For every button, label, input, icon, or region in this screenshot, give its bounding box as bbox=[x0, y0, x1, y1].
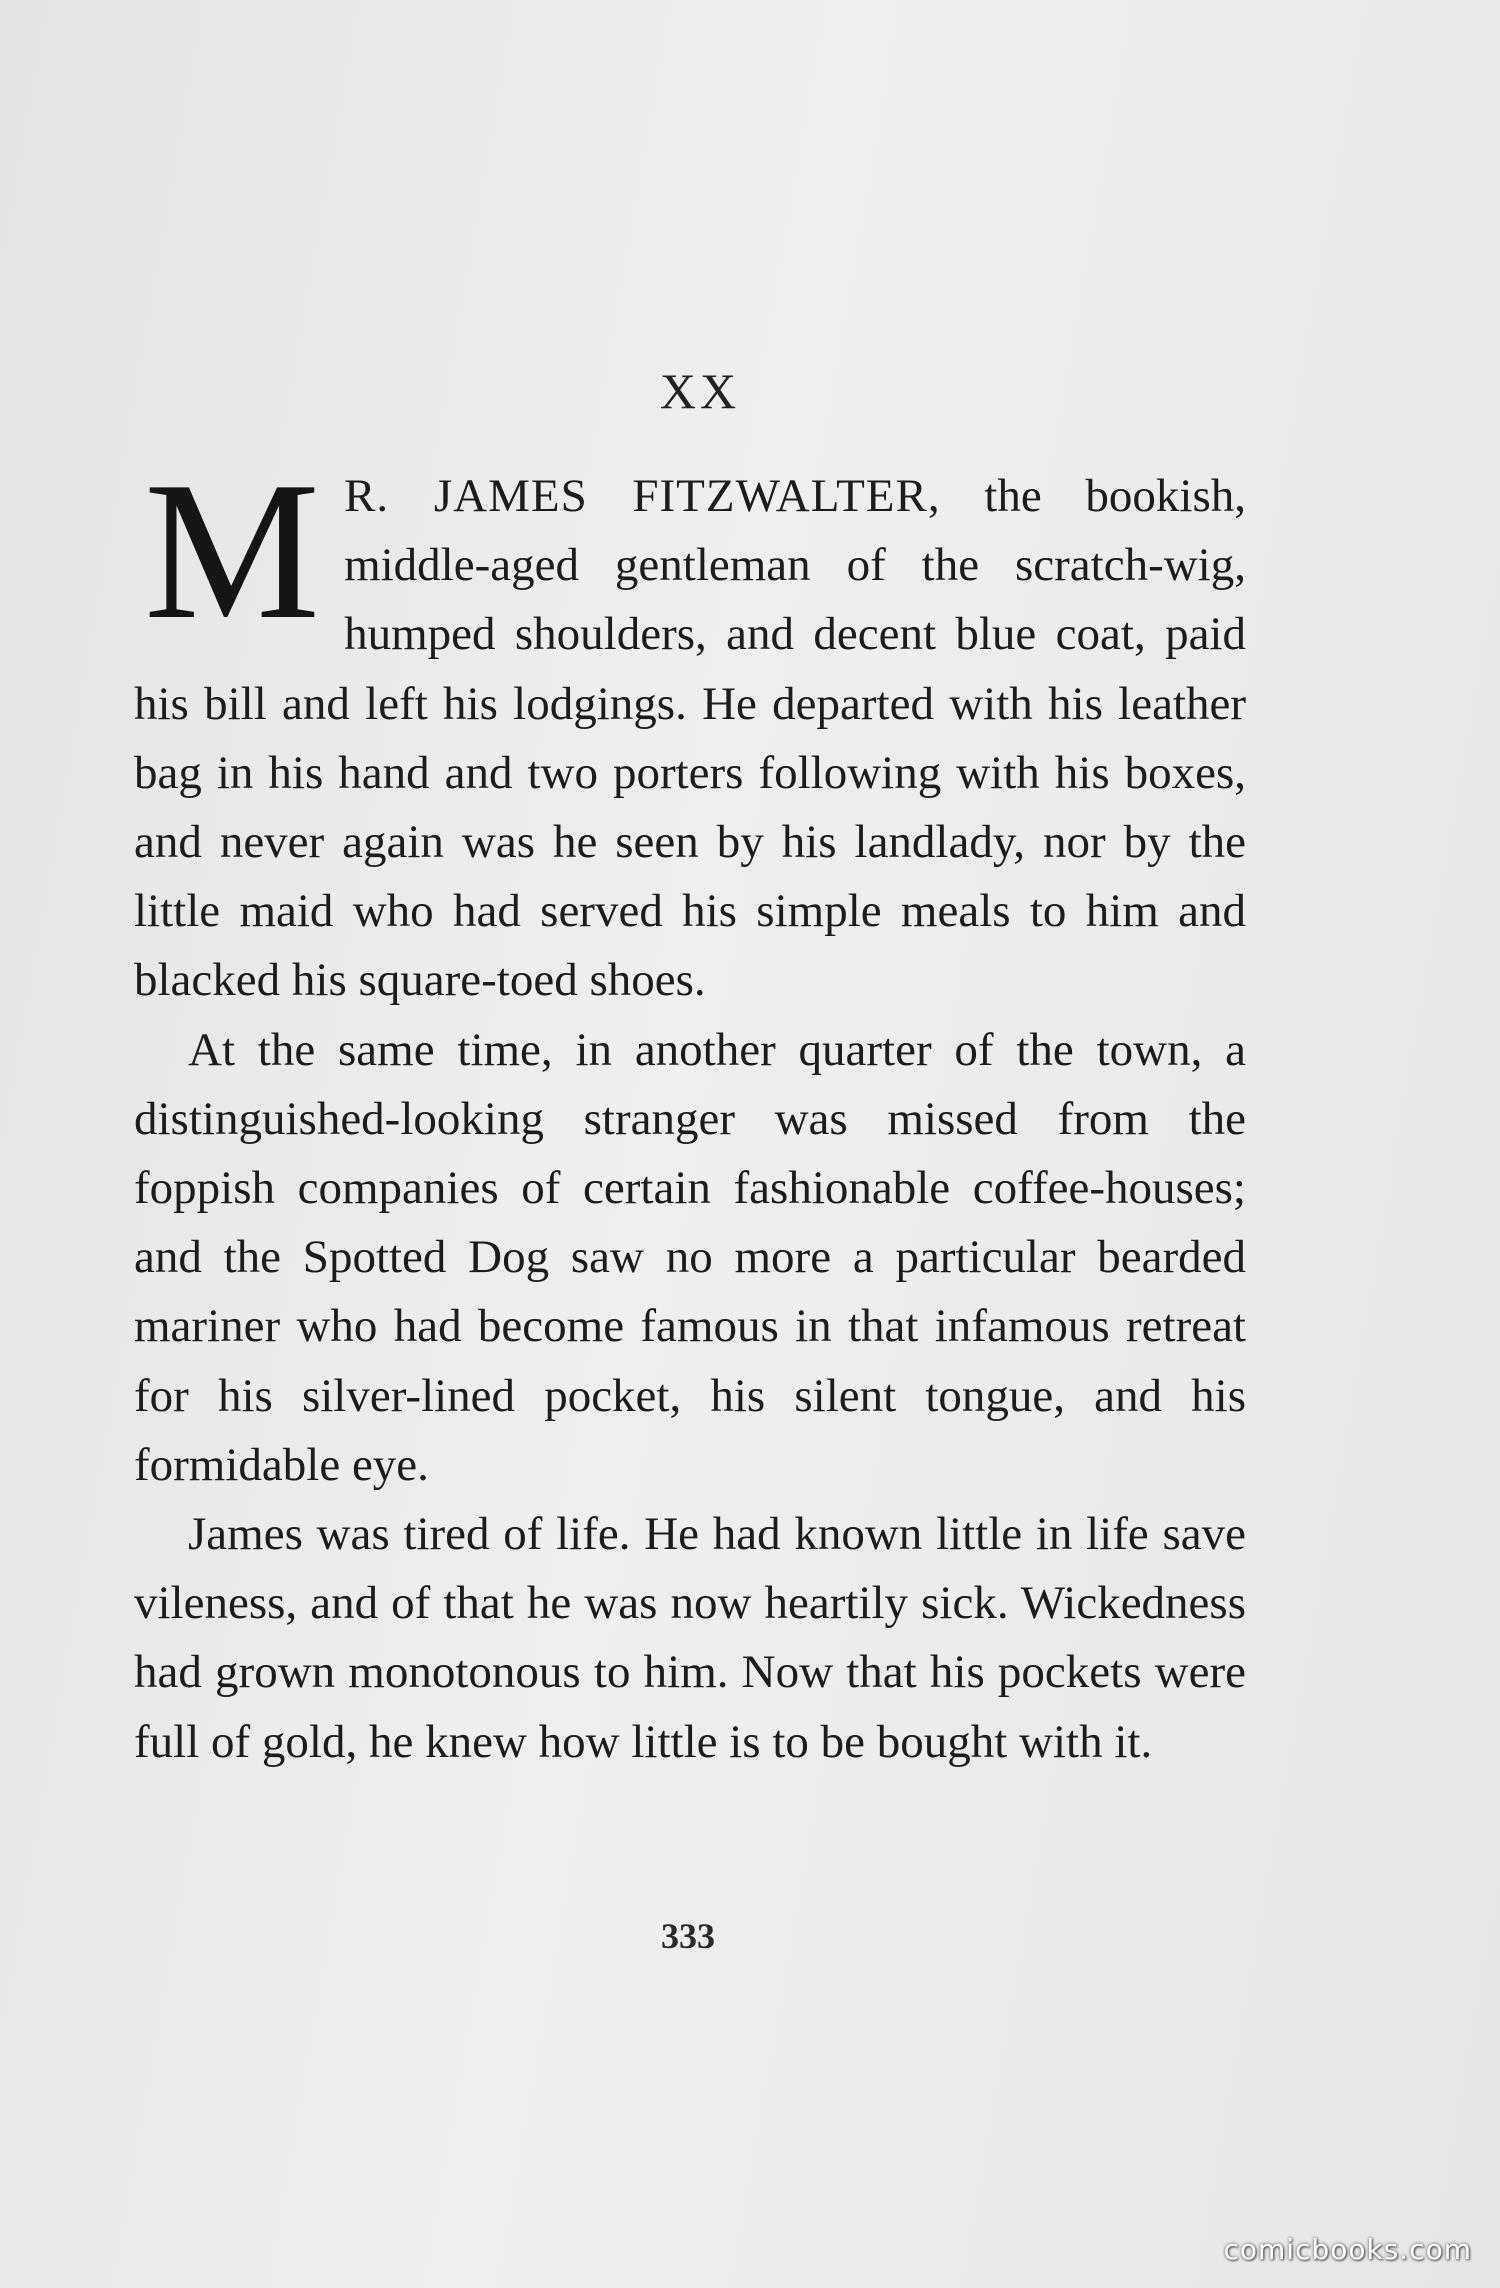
page-number: 333 bbox=[661, 1916, 715, 1956]
watermark: comicbooks.com bbox=[1223, 2233, 1472, 2266]
paragraph-2: At the same time, in another quarter of the town, a distinguished-looking stranger was missed from the foppish companies of certain fashionable coffee-houses; and the Spotted Dog saw no more a particular bearded mariner who had become famous in that infamous retreat for his silver-lined pocket, his silent tongue, and his formidable eye. bbox=[134, 1023, 1246, 1491]
paragraph-lead: R. JAMES FITZWALTER, bbox=[344, 470, 941, 522]
chapter-body bbox=[134, 441, 1246, 1777]
chapter-heading: XX bbox=[659, 363, 741, 419]
paragraph-1 bbox=[134, 441, 1246, 1016]
drop-cap: M bbox=[144, 441, 321, 660]
paragraph-3: James was tired of life. He had known little in life save vileness, and of that he was now heartily sick. Wickedness had grown monotonous to him. Now that his pockets were full of gold, he knew how little is to be bought with it. bbox=[134, 1508, 1246, 1768]
paragraph-text: the bookish, middle-aged gentleman of the scratch-wig, humped shoulders, and decent blue coat, paid his bill and left his lodgings. He departed with his leather bag in his hand and two porters following with his boxes, and never again was he seen by his landlady, nor by the little maid who had served his simple meals to him and blacked his square-toed shoes. bbox=[134, 470, 1246, 1007]
